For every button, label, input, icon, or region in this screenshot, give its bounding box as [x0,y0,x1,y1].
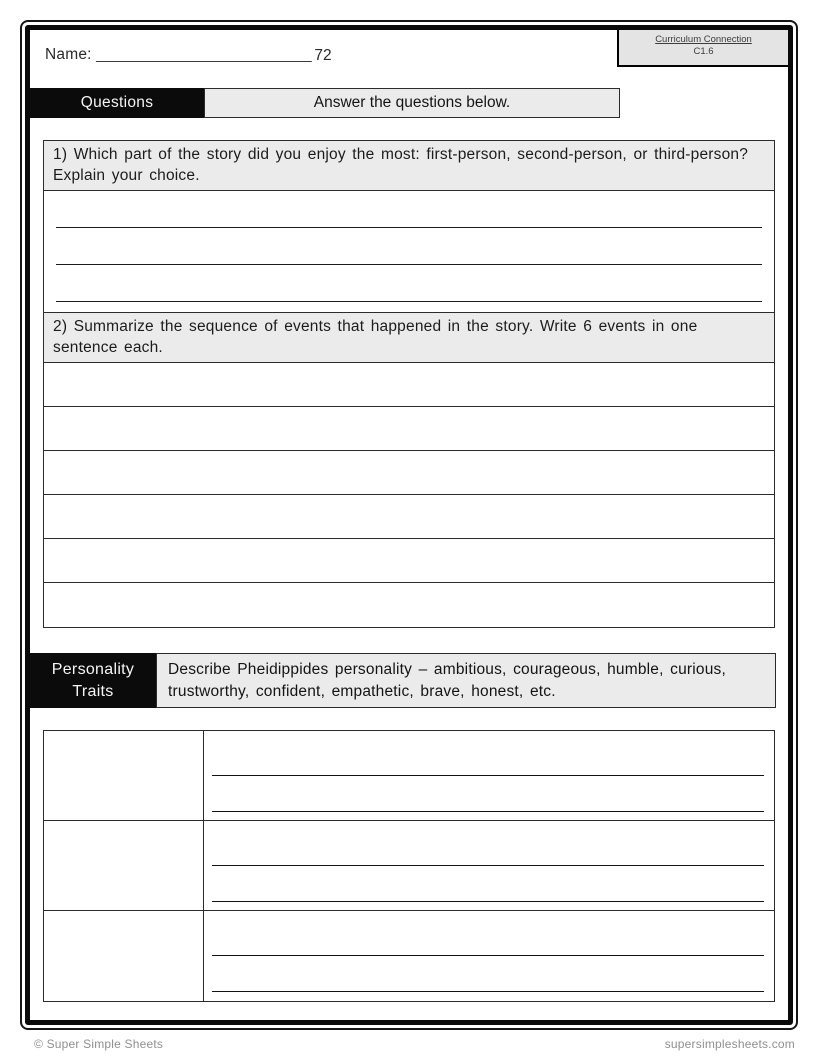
question-2-box [43,312,775,628]
answer-row[interactable] [44,539,774,583]
question-2-answer-area[interactable] [44,363,774,627]
trait-name-cell[interactable] [44,731,204,820]
trait-write-line[interactable] [212,956,764,992]
trait-write-line[interactable] [212,866,764,902]
trait-row [44,821,774,911]
question-2-text: 2) Summarize the sequence of events that happened in the story. Write 6 events in one sentence each. [44,313,774,363]
name-label: Name: [45,46,92,63]
curriculum-code: C1.6 [693,46,714,57]
trait-lines-cell[interactable] [204,821,774,910]
curriculum-connection-box [617,30,788,67]
traits-table [43,730,775,1002]
page-number: 72 [314,47,332,64]
answer-row[interactable] [44,495,774,539]
page-frame [20,20,798,1030]
trait-lines-cell[interactable] [204,911,774,1001]
trait-row [44,731,774,821]
answer-row[interactable] [44,583,774,627]
questions-instruction: Answer the questions below. [204,88,620,118]
answer-write-line[interactable] [56,191,762,228]
trait-write-line[interactable] [212,731,764,776]
personality-label: Personality Traits [30,653,156,708]
trait-write-line[interactable] [212,776,764,812]
trait-lines-cell[interactable] [204,731,774,820]
answer-write-line[interactable] [56,265,762,302]
questions-section-bar [30,88,620,118]
page-footer [34,1037,795,1051]
answer-row[interactable] [44,363,774,407]
curriculum-title: Curriculum Connection [655,34,752,45]
footer-website: supersimplesheets.com [664,1037,795,1051]
personality-section-bar [30,653,776,708]
personality-description: Describe Pheidippides personality – ambitious, courageous, humble, curious, trustworthy, confident, empathetic, brave, honest, etc. [156,653,776,708]
page-inner-border [25,25,793,1025]
question-1-answer-area[interactable] [44,191,774,312]
trait-row [44,911,774,1001]
trait-name-cell[interactable] [44,821,204,910]
answer-write-line[interactable] [56,228,762,265]
questions-area [43,140,775,628]
question-1-text: 1) Which part of the story did you enjoy the most: first-person, second-person, or third-person? Explain your choice. [44,141,774,191]
questions-label: Questions [30,88,204,118]
trait-write-line[interactable] [212,821,764,866]
answer-row[interactable] [44,451,774,495]
name-fill-line[interactable]: _________________________ [96,46,312,63]
answer-row[interactable] [44,407,774,451]
question-1-box [43,140,775,313]
trait-name-cell[interactable] [44,911,204,1001]
trait-write-line[interactable] [212,911,764,956]
footer-copyright: © Super Simple Sheets [34,1037,164,1051]
